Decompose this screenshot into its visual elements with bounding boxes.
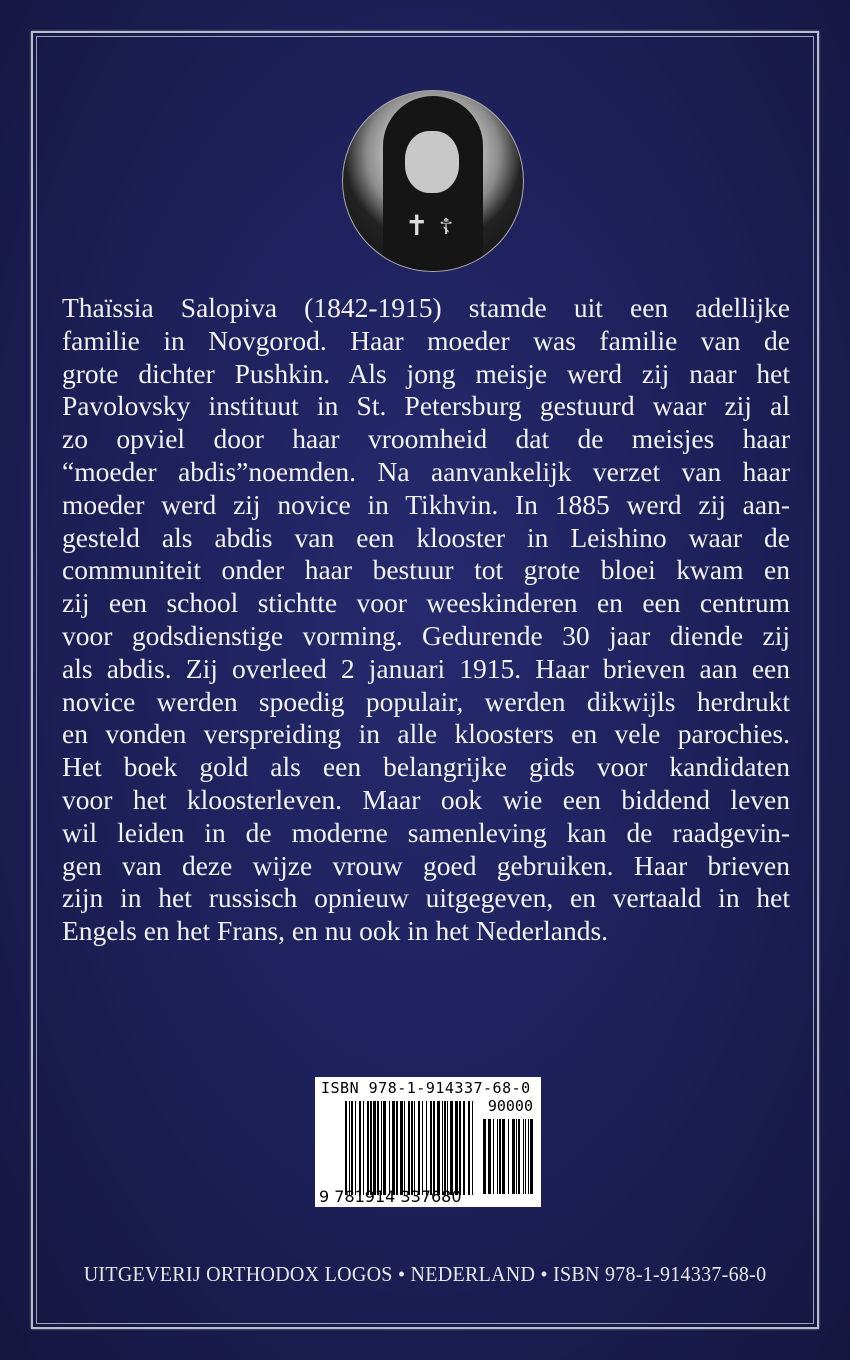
barcode-bar: [442, 1101, 443, 1195]
barcode-bar: [381, 1101, 382, 1195]
barcode-bar: [468, 1101, 470, 1195]
text-line: Het boek gold als een belangrijke gids voor kandidaten: [62, 751, 790, 783]
text-line: gen van deze wijze vrouw goed gebruiken. Haar brieven: [62, 849, 790, 881]
barcode-bar: [370, 1101, 372, 1195]
text-line: zijn in het russisch opnieuw uitgegeven, en vertaald in het: [62, 882, 790, 914]
barcode-bar: [444, 1101, 446, 1195]
barcode-bar: [472, 1101, 473, 1195]
barcode-bar: [493, 1119, 494, 1194]
barcode-bar: [447, 1101, 448, 1195]
text-line: wil leiden in de moderne samenleving kan de raadgevin-: [62, 816, 790, 848]
text-line: als abdis. Zij overleed 2 januari 1915. Haar brieven aan een: [62, 652, 790, 684]
barcode-bar: [450, 1101, 453, 1195]
barcode-bar: [422, 1101, 423, 1195]
barcode-bar: [512, 1119, 515, 1194]
isbn-barcode: [315, 1077, 541, 1207]
barcode-bar: [363, 1101, 364, 1195]
barcode-bar: [483, 1119, 486, 1194]
barcode-bar: [528, 1119, 529, 1194]
barcode-bar: [525, 1119, 526, 1194]
text-line: voor godsdienstige vorming. Gedurende 30 jaar diende zij: [62, 619, 790, 651]
text-line: Thaïssia Salopiva (1842-1915) stamde uit een adellijke: [62, 292, 790, 323]
text-line: communiteit onder haar bestuur tot grote bloei kwam en: [62, 554, 790, 586]
barcode-bar: [389, 1101, 390, 1195]
barcode-bar: [497, 1119, 498, 1194]
cross-icon: ☦: [439, 215, 454, 240]
barcode-bar: [355, 1101, 356, 1195]
cross-icon: ✝: [405, 209, 429, 242]
text-line: grote dichter Pushkin. Als jong meisje werd zij naar het: [62, 357, 790, 389]
barcode-bar: [359, 1101, 361, 1195]
barcode-bar: [488, 1119, 491, 1194]
barcode-addon-bars: [483, 1119, 535, 1194]
text-line: “moeder abdis”noemden. Na aanvankelijk verzet van haar: [62, 455, 790, 487]
barcode-bar: [392, 1101, 395, 1195]
barcode-bar: [508, 1119, 509, 1194]
text-line: en vonden verspreiding in alle kloosters en vele parochies.: [62, 718, 790, 750]
barcode-bar: [383, 1101, 386, 1195]
barcode-bar: [373, 1101, 376, 1195]
text-line: zij een school stichtte voor weeskinderen en een centrum: [62, 587, 790, 619]
barcode-bar: [404, 1101, 405, 1195]
text-line: familie in Novgorod. Haar moeder was familie van de: [62, 324, 790, 356]
description-text: [62, 292, 790, 948]
barcode-bar: [396, 1101, 398, 1195]
barcode-bar: [518, 1119, 520, 1194]
barcode-addon: 90000: [487, 1097, 533, 1115]
barcode-bar: [523, 1119, 524, 1194]
text-line: zo opviel door haar vroomheid dat de meisjes haar: [62, 423, 790, 455]
barcode-bar: [433, 1101, 435, 1195]
text-line: moeder werd zij novice in Tikhvin. In 1885 werd zij aan-: [62, 488, 790, 520]
barcode-bar: [455, 1101, 458, 1195]
barcode-bars: [345, 1101, 473, 1195]
text-line: Engels en het Frans, en nu ook in het Nederlands.: [62, 915, 609, 947]
barcode-bar: [530, 1119, 533, 1194]
barcode-bar: [345, 1101, 347, 1195]
barcode-bar: [367, 1101, 369, 1195]
face-shape: [405, 131, 459, 193]
publisher-footer: UITGEVERIJ ORTHODOX LOGOS • NEDERLAND • ISBN 978-1-914337-68-0: [83, 1262, 767, 1286]
barcode-bar: [499, 1119, 501, 1194]
barcode-bar: [516, 1119, 517, 1194]
barcode-bar: [463, 1101, 465, 1195]
barcode-bar: [400, 1101, 403, 1195]
barcode-bar: [426, 1101, 427, 1195]
text-line: novice werden spoedig populair, werden dikwijls herdrukt: [62, 685, 790, 717]
barcode-bar: [408, 1101, 410, 1195]
portrait-photo: [342, 90, 524, 272]
isbn-label: ISBN 978-1-914337-68-0: [321, 1079, 531, 1097]
barcode-bar: [411, 1101, 413, 1195]
barcode-bar: [414, 1101, 415, 1195]
barcode-digits: 9 781914 337680: [319, 1187, 462, 1206]
barcode-bar: [459, 1101, 461, 1195]
barcode-bar: [502, 1119, 505, 1194]
barcode-bar: [351, 1101, 353, 1195]
text-line: voor het kloosterleven. Maar ook wie een biddend leven: [62, 783, 790, 815]
text-line: gesteld als abdis van een klooster in Leishino waar de: [62, 521, 790, 553]
barcode-bar: [418, 1101, 420, 1195]
text-line: Pavolovsky instituut in St. Petersburg gestuurd waar zij al: [62, 390, 790, 422]
barcode-bar: [430, 1101, 432, 1195]
barcode-bar: [377, 1101, 379, 1195]
barcode-bar: [437, 1101, 440, 1195]
barcode-bar: [349, 1101, 350, 1195]
